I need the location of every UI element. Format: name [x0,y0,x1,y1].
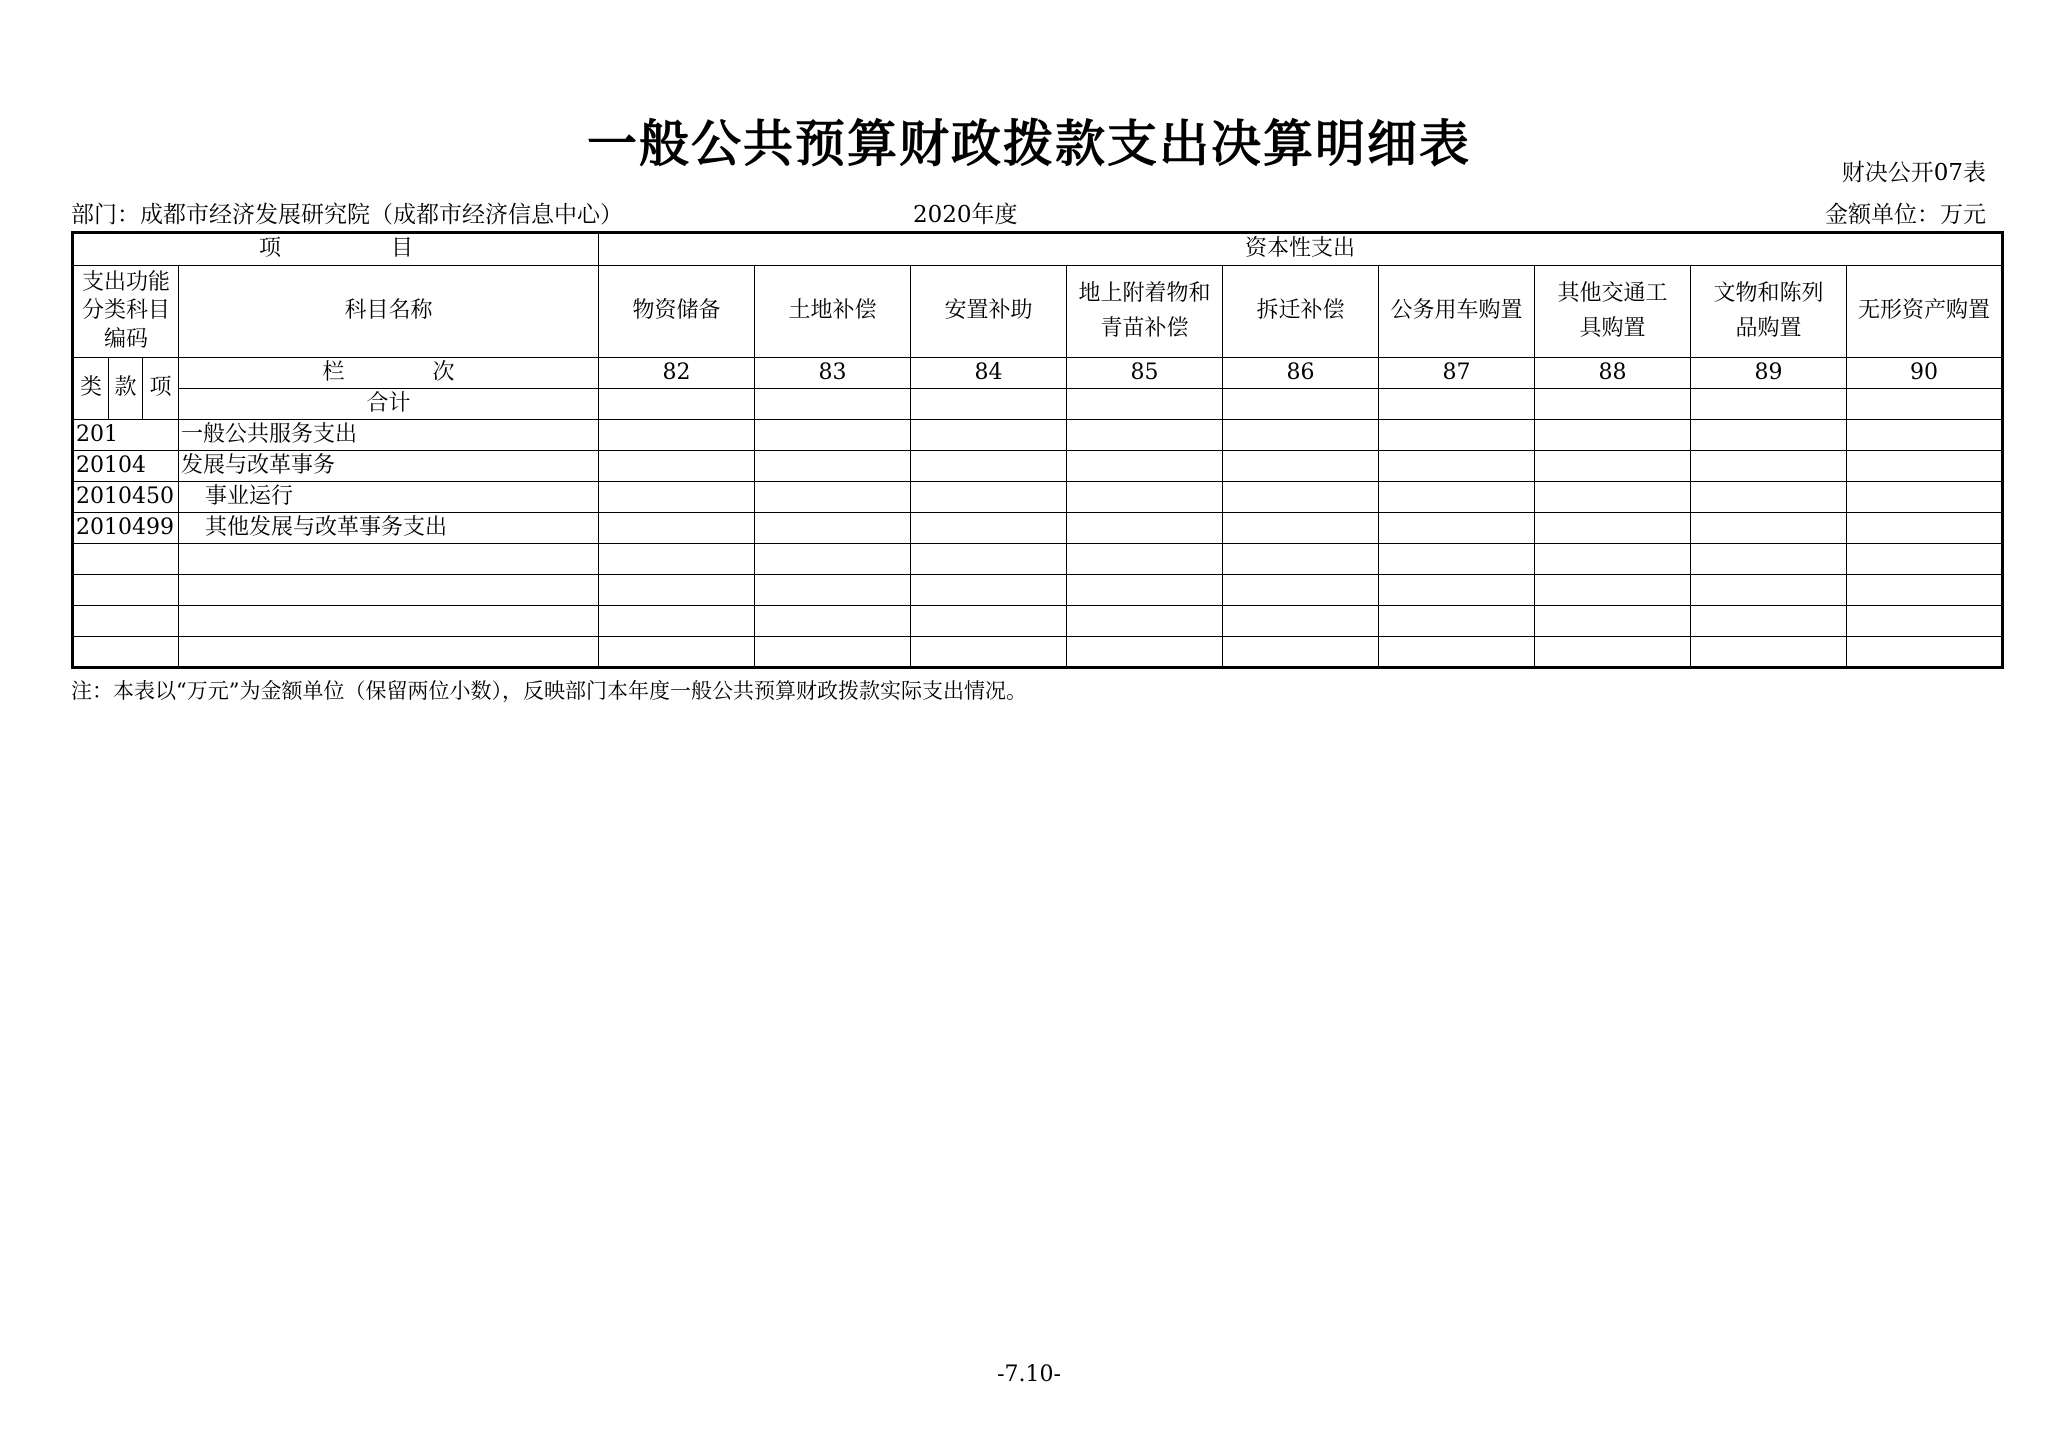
table-cell [1067,482,1223,513]
table-cell [1379,420,1535,451]
amount-unit: 金额单位：万元 [1825,202,1986,228]
table-cell [755,482,911,513]
table-cell [1691,575,1847,606]
subject-name-header: 科目名称 [179,266,599,358]
table-cell [1223,544,1379,575]
table-cell [1847,451,2003,482]
table-cell [911,482,1067,513]
table-cell [1535,606,1691,637]
page-number: -7.10- [997,1362,1061,1387]
table-cell [1379,575,1535,606]
table-cell [1067,420,1223,451]
table-cell [1223,420,1379,451]
table-cell [755,575,911,606]
table-cell [1379,544,1535,575]
lanci-label: 栏 次 [179,358,599,389]
col-header-2: 土地补偿 [755,266,911,358]
table-cell [599,482,755,513]
col-header-5: 拆迁补偿 [1223,266,1379,358]
table-cell [1691,420,1847,451]
col-number-9: 90 [1847,358,2003,389]
form-code: 财决公开07表 [1841,160,1986,186]
table-cell [1691,637,1847,668]
subject-name: 发展与改革事务 [179,451,599,482]
expenditure-table [71,231,2004,669]
table-cell [179,637,599,668]
table-cell [1223,389,1379,420]
table-cell [599,544,755,575]
table-cell [599,637,755,668]
table-cell [1691,606,1847,637]
col-header-1: 物资储备 [599,266,755,358]
table-cell [1379,451,1535,482]
subject-code: 2010499 [73,513,179,544]
table-cell [1223,451,1379,482]
table-cell [73,606,179,637]
subject-name: 其他发展与改革事务支出 [179,513,599,544]
table-cell [1535,513,1691,544]
table-cell [599,451,755,482]
table-cell [755,420,911,451]
header-row-1 [73,233,2003,266]
table-cell [599,575,755,606]
table-cell [1379,637,1535,668]
table-cell [1691,482,1847,513]
table-cell [1691,544,1847,575]
empty-row [73,606,2003,637]
subject-code: 20104 [73,451,179,482]
col-number-8: 89 [1691,358,1847,389]
table-note: 注：本表以“万元”为金额单位（保留两位小数），反映部门本年度一般公共预算财政拨款实际支出情况。 [71,679,1027,703]
table-cell [1067,513,1223,544]
table-cell [911,544,1067,575]
table-cell [73,575,179,606]
table-cell [1691,513,1847,544]
table-cell [755,451,911,482]
subject-name: 一般公共服务支出 [179,420,599,451]
table-cell [179,606,599,637]
table-cell [1535,544,1691,575]
table-cell [755,606,911,637]
table-cell [755,513,911,544]
col-number-1: 82 [599,358,755,389]
kuan-header: 款 [109,358,143,420]
table-cell [1847,420,2003,451]
col-header-8: 文物和陈列品购置 [1691,266,1847,358]
header-row-2 [73,266,2003,358]
table-cell [1223,575,1379,606]
total-label: 合计 [179,389,599,420]
table-cell [1067,389,1223,420]
table-cell [1535,389,1691,420]
table-row [73,420,2003,451]
table-cell [911,451,1067,482]
table-cell [1379,389,1535,420]
table-cell [911,513,1067,544]
total-row [73,389,2003,420]
table-cell [1847,513,2003,544]
table-cell [599,389,755,420]
table-row [73,513,2003,544]
table-cell [1379,513,1535,544]
table-cell [1691,389,1847,420]
table-cell [1847,482,2003,513]
department-label: 部门：成都市经济发展研究院（成都市经济信息中心） [71,202,623,228]
col-header-9: 无形资产购置 [1847,266,2003,358]
col-number-6: 87 [1379,358,1535,389]
empty-row [73,575,2003,606]
item-header: 项 目 [73,233,599,266]
empty-row [73,544,2003,575]
table-cell [1535,451,1691,482]
col-number-7: 88 [1535,358,1691,389]
table-cell [911,606,1067,637]
subject-code: 2010450 [73,482,179,513]
table-cell [1847,637,2003,668]
col-number-5: 86 [1223,358,1379,389]
col-header-6: 公务用车购置 [1379,266,1535,358]
table-cell [1535,575,1691,606]
function-code-header: 支出功能分类科目编码 [73,266,179,358]
col-header-3: 安置补助 [911,266,1067,358]
table-cell [1847,544,2003,575]
table-cell [73,544,179,575]
col-number-2: 83 [755,358,911,389]
col-header-4: 地上附着物和青苗补偿 [1067,266,1223,358]
table-cell [1223,482,1379,513]
capital-expenditure-header: 资本性支出 [599,233,2003,266]
table-cell [1847,389,2003,420]
table-cell [1223,513,1379,544]
table-cell [179,575,599,606]
page-title: 一般公共预算财政拨款支出决算明细表 [587,115,1471,173]
table-cell [911,575,1067,606]
table-cell [1847,606,2003,637]
table-cell [73,637,179,668]
table-cell [1067,451,1223,482]
table-cell [1847,575,2003,606]
table-cell [599,513,755,544]
table-cell [755,544,911,575]
table-cell [755,389,911,420]
column-number-row [73,358,2003,389]
table-cell [1067,606,1223,637]
empty-row [73,637,2003,668]
table-row [73,482,2003,513]
col-number-4: 85 [1067,358,1223,389]
table-cell [1067,637,1223,668]
table-cell [1379,482,1535,513]
table-cell [911,420,1067,451]
table-cell [1535,637,1691,668]
table-cell [1067,575,1223,606]
table-cell [1691,451,1847,482]
subject-name: 事业运行 [179,482,599,513]
fiscal-year: 2020年度 [913,202,1018,228]
table-cell [1223,637,1379,668]
table-cell [911,389,1067,420]
table-cell [755,637,911,668]
xiang-header: 项 [143,358,179,420]
subject-code: 201 [73,420,179,451]
table-cell [1379,606,1535,637]
table-row [73,451,2003,482]
table-cell [1535,482,1691,513]
table-cell [1067,544,1223,575]
table-cell [1535,420,1691,451]
table-cell [911,637,1067,668]
col-header-7: 其他交通工具购置 [1535,266,1691,358]
lei-header: 类 [73,358,109,420]
table-cell [179,544,599,575]
table-cell [599,606,755,637]
table-cell [1223,606,1379,637]
col-number-3: 84 [911,358,1067,389]
table-cell [599,420,755,451]
